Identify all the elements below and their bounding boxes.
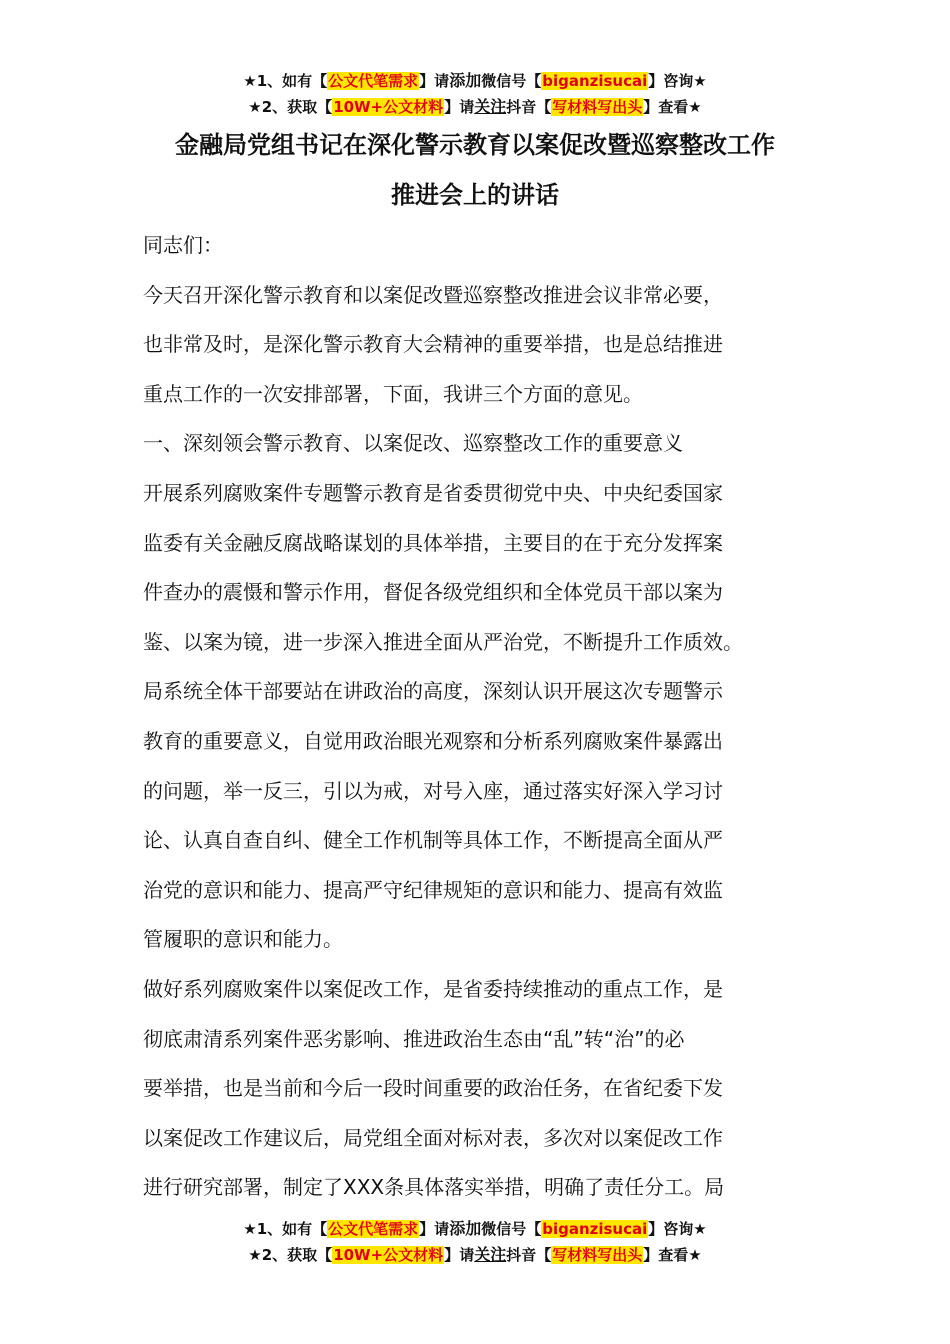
body-line: 治党的意识和能力、提高严守纪律规矩的意识和能力、提高有效监 — [143, 877, 723, 902]
body-line: 监委有关金融反腐战略谋划的具体举措，主要目的在于充分发挥案 — [143, 530, 723, 555]
banner-text: 】请 — [444, 1246, 475, 1264]
banner-text: 抖音【 — [506, 1246, 552, 1264]
body-line: 今天召开深化警示教育和以案促改暨巡察整改推进会议非常必要， — [143, 282, 723, 307]
footer-banner — [0, 1216, 950, 1268]
body-line: 开展系列腐败案件专题警示教育是省委贯彻党中央、中央纪委国家 — [143, 480, 723, 505]
banner-highlight: 10W+公文材料 — [333, 98, 444, 116]
banner-highlight: 公文代笔需求 — [328, 1220, 419, 1238]
body-line: 的问题，举一反三，引以为戒，对号入座，通过落实好深入学习讨 — [143, 778, 723, 803]
banner-highlight: biganzisucai — [542, 72, 648, 90]
banner-line-1 — [0, 68, 950, 94]
title-line-1: 金融局党组书记在深化警示教育以案促改暨巡察整改工作 — [175, 131, 775, 159]
body-line: 同志们： — [143, 233, 223, 257]
body-line: 也非常及时，是深化警示教育大会精神的重要举措，也是总结推进 — [143, 332, 723, 357]
section-heading: 一、深刻领会警示教育、以案促改、巡察整改工作的重要意义 — [143, 431, 683, 456]
banner-text: 关注 — [474, 97, 507, 116]
body-line: 论、认真自查自纠、健全工作机制等具体工作，不断提高全面从严 — [143, 828, 723, 853]
body-line: 彻底肃清系列案件恶劣影响、推进政治生态由“乱”转“治”的必 — [143, 1026, 685, 1051]
body-line: 鉴、以案为镜，进一步深入推进全面从严治党，不断提升工作质效。 — [143, 629, 743, 654]
body-line: 要举措，也是当前和今后一段时间重要的政治任务，在省纪委下发 — [143, 1076, 723, 1101]
document-body — [143, 221, 823, 1213]
banner-text: 】查看★ — [643, 98, 702, 116]
banner-text: ★1、如有【 — [243, 1220, 328, 1238]
banner-line-2 — [0, 94, 950, 120]
banner-text: ★2、获取【 — [248, 1246, 333, 1264]
document-title — [0, 120, 950, 220]
body-line: 进行研究部署，制定了XXX条具体落实举措，明确了责任分工。局 — [143, 1175, 725, 1200]
header-banner — [0, 68, 950, 120]
banner-highlight: 写材料写出头 — [552, 1246, 643, 1264]
banner-text: 】请 — [419, 1220, 450, 1238]
banner-text: 】咨询★ — [648, 72, 707, 90]
body-line: 件查办的震慑和警示作用，督促各级党组织和全体党员干部以案为 — [143, 580, 723, 605]
banner-highlight: 公文代笔需求 — [328, 72, 419, 90]
banner-highlight: biganzisucai — [542, 1220, 648, 1238]
banner-text: 添加 — [449, 71, 482, 90]
banner-text: 添加 — [449, 1219, 482, 1238]
body-line: 以案促改工作建议后，局党组全面对标对表，多次对以案促改工作 — [143, 1125, 723, 1150]
title-line-2: 推进会上的讲话 — [391, 181, 559, 209]
banner-highlight: 10W+公文材料 — [333, 1246, 444, 1264]
banner-text: 】查看★ — [643, 1246, 702, 1264]
body-line: 局系统全体干部要站在讲政治的高度，深刻认识开展这次专题警示 — [143, 679, 723, 704]
banner-line-1 — [0, 1216, 950, 1242]
banner-text: 抖音【 — [506, 98, 552, 116]
banner-text: 微信号【 — [481, 1220, 542, 1238]
banner-text: ★1、如有【 — [243, 72, 328, 90]
banner-text: 关注 — [474, 1245, 507, 1264]
banner-highlight: 写材料写出头 — [552, 98, 643, 116]
body-line: 重点工作的一次安排部署，下面，我讲三个方面的意见。 — [143, 381, 643, 406]
body-line: 做好系列腐败案件以案促改工作，是省委持续推动的重点工作，是 — [143, 976, 723, 1001]
body-line: 教育的重要意义，自觉用政治眼光观察和分析系列腐败案件暴露出 — [143, 728, 723, 753]
banner-text: 】咨询★ — [648, 1220, 707, 1238]
body-line: 管履职的意识和能力。 — [143, 927, 343, 952]
banner-line-2 — [0, 1242, 950, 1268]
banner-text: ★2、获取【 — [248, 98, 333, 116]
banner-text: 】请 — [444, 98, 475, 116]
banner-text: 微信号【 — [481, 72, 542, 90]
banner-text: 】请 — [419, 72, 450, 90]
